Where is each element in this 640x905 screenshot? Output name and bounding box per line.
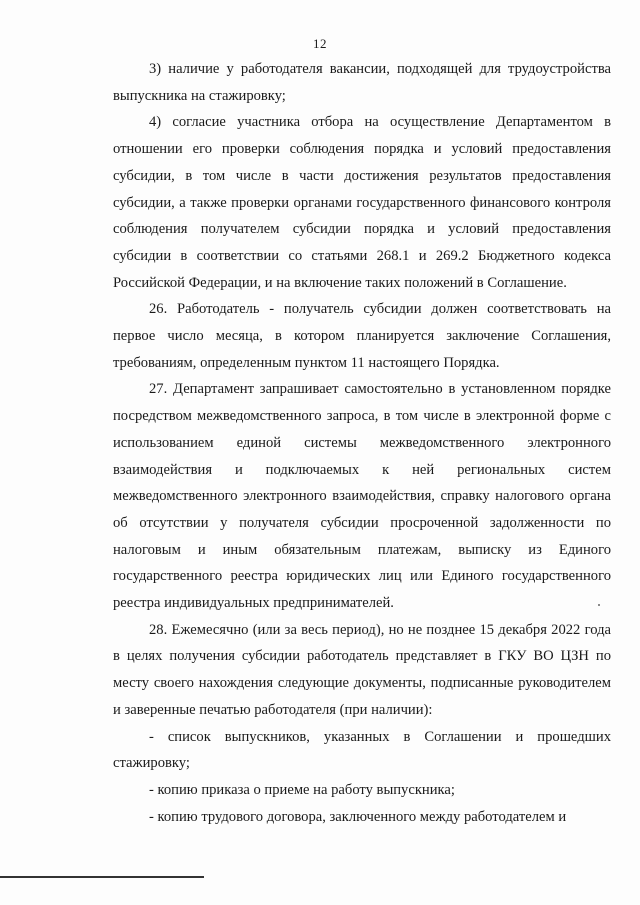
paragraph-26: 26. Работодатель - получатель субсидии должен соответствовать на первое число месяца, в котором планируется заключение Соглашения, требованиям, определенным пунктом 11 настоящего Порядка. [113, 301, 611, 371]
list-item-employment-contract: - копию трудового договора, заключенного между работодателем и [149, 808, 567, 825]
paragraph-item-3: 3) наличие у работодателя вакансии, подходящей для трудоустройства выпускника на стажировку; [113, 61, 611, 104]
list-item-graduates: - список выпускников, указанных в Соглашении и прошедших стажировку; [113, 728, 611, 772]
page-bottom-rule [0, 876, 204, 878]
document-body [113, 56, 611, 830]
paragraph-28: 28. Ежемесячно (или за весь период), но не позднее 15 декабря 2022 года в целях получения субсидии работодатель представляет в ГКУ ВО ЦЗН по месту своего нахождения следующие документы, подписанные руководителем и заверенные печатью работодателя (при наличии): [113, 621, 611, 718]
paragraph-27: 27. Департамент запрашивает самостоятельно в установленном порядке посредством межведомственного запроса, в том числе в электронной форме с использованием единой системы межведомственного электронного взаимодействия и подключаемых к ней региональных систем межведомственного электронного взаимодействия, справку налогового органа об отсутствии у получателя субсидии просроченной задолженности по налоговым и иным обязательным платежам, выписку из Единого государственного реестра юридических лиц или Единого государственного реестра индивидуальных предпринимателей. [113, 381, 611, 612]
page-number: 12 [313, 36, 327, 51]
list-item-hiring-order: - копию приказа о приеме на работу выпускника; [149, 781, 455, 798]
scan-speck [598, 604, 600, 606]
paragraph-item-4: 4) согласие участника отбора на осуществление Департаментом в отношении его проверки соблюдения порядка и условий предоставления субсидии, в том числе в части достижения результатов предоставления субсидии, а также проверки органами государственного финансового контроля соблюдения получателем субсидии порядка и условий предоставления субсидии в соответствии со статьями 268.1 и 269.2 Бюджетного кодекса Российской Федерации, и на включение таких положений в Соглашение. [113, 114, 611, 291]
